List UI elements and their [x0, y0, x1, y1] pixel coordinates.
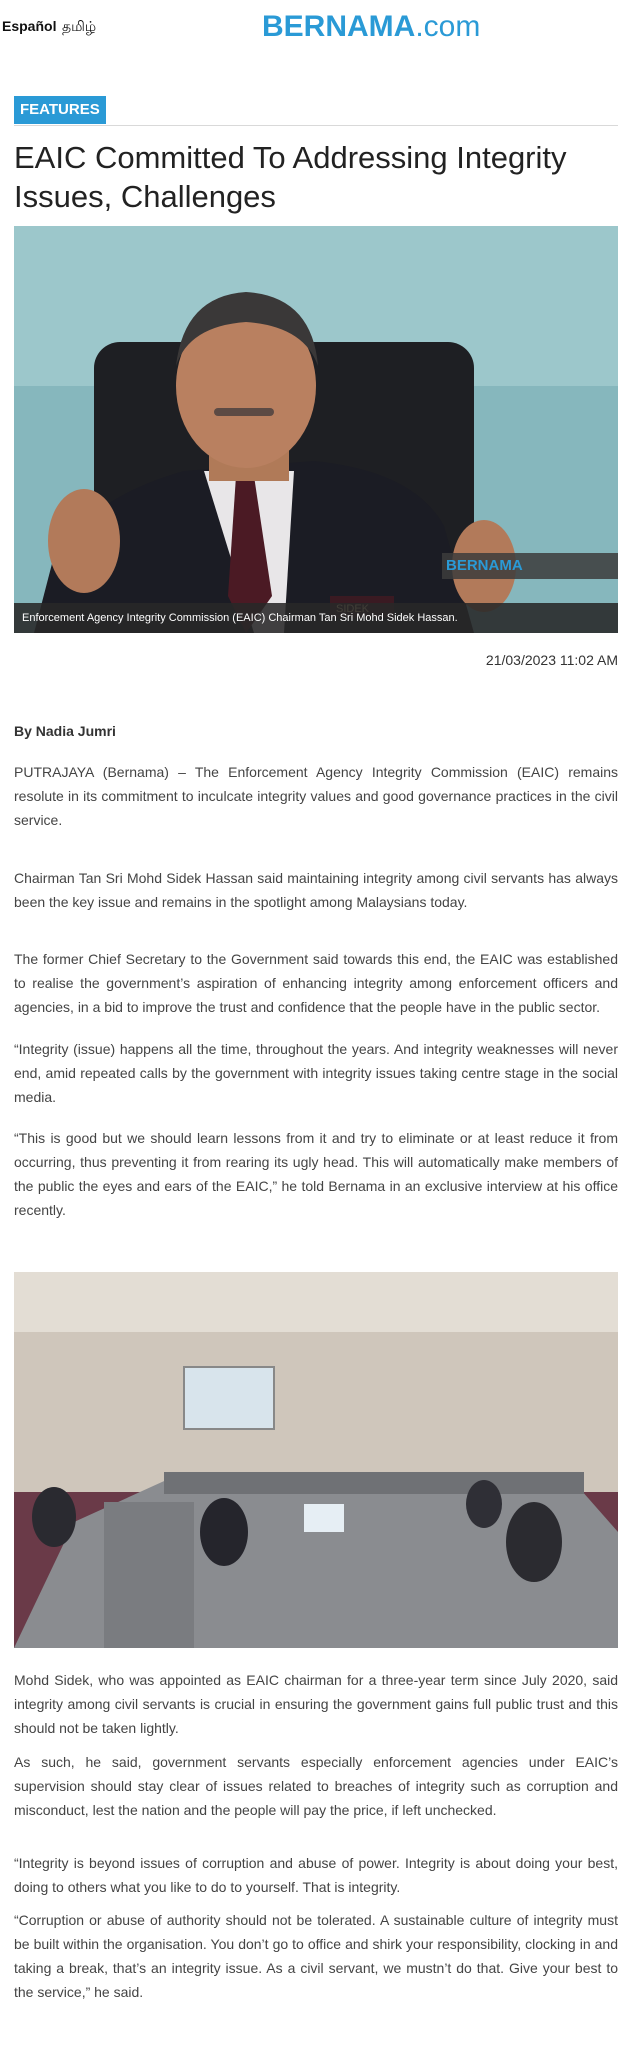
body-paragraph: “Integrity (issue) happens all the time, throughout the years. And integrity weaknesses will never end, amid repeated calls by the government with integrity issues taking centre stage in the social media. [14, 1041, 618, 1105]
body-paragraph: As such, he said, government servants especially enforcement agencies under EAIC’s supervision should stay clear of issues related to breaches of integrity such as corruption and misconduct, lest the nation and the people will pay the price, if left unchecked. [14, 1754, 618, 1818]
language-link-spanish[interactable]: Español [2, 18, 57, 34]
site-logo[interactable] [262, 10, 480, 44]
hero-watermark: BERNAMA [442, 553, 618, 579]
body-paragraph: Chairman Tan Sri Mohd Sidek Hassan said maintaining integrity among civil servants has always been the key issue and remains in the spotlight among Malaysians today. [14, 870, 618, 910]
meeting-photo [14, 1272, 618, 1648]
category-row [14, 96, 618, 126]
body-paragraph: “Corruption or abuse of authority should not be tolerated. A sustainable culture of integrity must be built within the organisation. You don’t go to office and shirk your responsibility, clocking in and taking a break, that’s an integrity issue. As a civil servant, we mustn’t do that. Give your best to the service,” he said. [14, 1912, 618, 2000]
body-paragraph: “This is good but we should learn lessons from it and try to eliminate or at least reduce it from occurring, thus preventing it from rearing its ugly head. This will automatically make members of the public the eyes and ears of the EAIC,” he told Bernama in an exclusive interview at his office recently. [14, 1130, 618, 1218]
byline: By Nadia Jumri [14, 723, 116, 739]
publish-date: 21/03/2023 11:02 AM [485, 652, 618, 668]
body-paragraph: Mohd Sidek, who was appointed as EAIC chairman for a three-year term since July 2020, said integrity among civil servants is crucial in ensuring the government gains full public trust and this should not be taken lightly. [14, 1672, 618, 1736]
logo-main-text: BERNAMA [262, 10, 416, 43]
category-badge[interactable]: FEATURES [14, 96, 106, 124]
language-link-tamil[interactable]: தமிழ் [62, 18, 97, 34]
article-title: EAIC Committed To Addressing Integrity Issues, Challenges [14, 140, 567, 214]
meeting-photo-illustration [14, 1272, 618, 1648]
top-bar [0, 0, 632, 58]
hero-image [14, 226, 618, 633]
body-paragraph: PUTRAJAYA (Bernama) – The Enforcement Agency Integrity Commission (EAIC) remains resolute in its commitment to inculcate integrity values and good governance practices in the civil service. [14, 764, 618, 828]
body-paragraph: “Integrity is beyond issues of corruption and abuse of power. Integrity is about doing your best, doing to others what you like to do to yourself. That is integrity. [14, 1855, 618, 1895]
logo-suffix-text: .com [415, 10, 481, 43]
hero-caption: Enforcement Agency Integrity Commission (EAIC) Chairman Tan Sri Mohd Sidek Hassan. [14, 603, 618, 633]
body-paragraph: The former Chief Secretary to the Government said towards this end, the EAIC was established to realise the government’s aspiration of enhancing integrity among enforcement officers and agencies, in a bid to improve the trust and confidence that the people have in the public sector. [14, 951, 618, 1015]
